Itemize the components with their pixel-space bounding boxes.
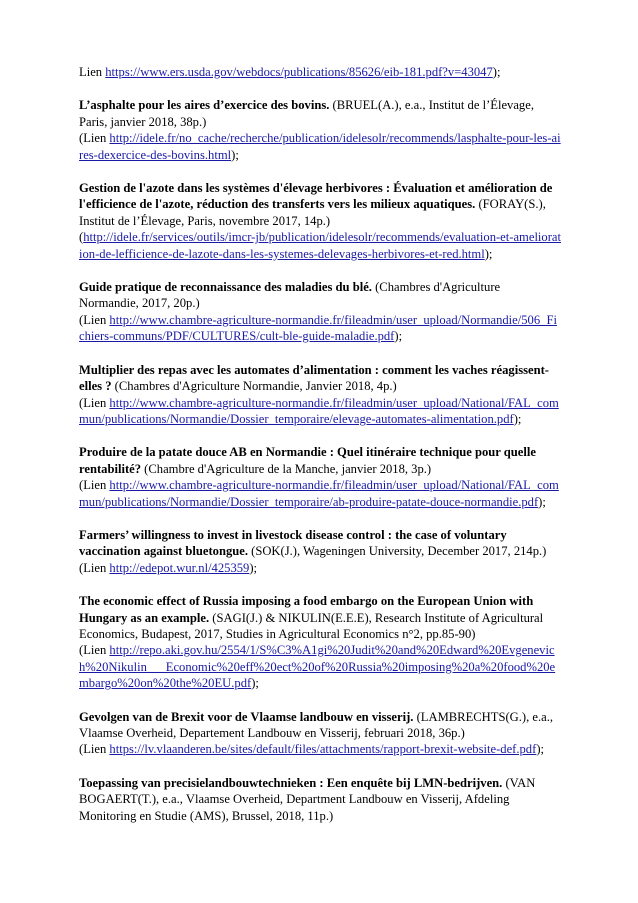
link-suffix: ); bbox=[513, 411, 522, 426]
reference-meta: (FORAY(S.), Institut de l’Élevage, Paris, novembre 2017, 14p.) bbox=[79, 197, 546, 228]
reference-title: Gevolgen van de Brexit voor de Vlaamse landbouw en visserij. bbox=[79, 709, 414, 724]
reference-meta: (Chambres d'Agriculture Normandie, Janvier 2018, 4p.) bbox=[111, 379, 397, 394]
link-prefix: (Lien bbox=[79, 312, 110, 327]
reference-link[interactable]: http://idele.fr/no_cache/recherche/publication/idelesolr/recommends/lasphalte-pour-les-aires-dexercice-des-bovins.html bbox=[79, 131, 561, 162]
reference-link[interactable]: http://www.chambre-agriculture-normandie.fr/fileadmin/user_upload/Normandie/506_Fichiers-communs/PDF/CULTURES/cult-ble-guide-maladie.pdf bbox=[79, 312, 557, 344]
reference-link[interactable]: http://edepot.wur.nl/425359 bbox=[109, 560, 250, 575]
link-suffix: ); bbox=[394, 329, 403, 344]
reference-meta: (LAMBRECHTS(G.), e.a., Vlaamse Overheid, Departement Landbouw en Visserij, februari 2018, 36p.) bbox=[79, 709, 554, 740]
link-prefix: ( bbox=[79, 230, 84, 245]
reference-title: Guide pratique de reconnaissance des maladies du blé. bbox=[79, 280, 372, 295]
link-prefix: (Lien bbox=[79, 478, 110, 493]
reference-title: L’asphalte pour les aires d’exercice des bovins. bbox=[79, 98, 330, 113]
reference-link[interactable]: http://www.chambre-agriculture-normandie.fr/fileadmin/user_upload/National/FAL_commun/publications/Normandie/Dossier_temporaire/elevage-automates-alimentation.pdf bbox=[79, 395, 559, 426]
link-suffix: ); bbox=[484, 246, 493, 261]
link-suffix: ); bbox=[536, 742, 545, 757]
reference-meta: (BRUEL(A.), e.a., Institut de l’Élevage, Paris, janvier 2018, 38p.) bbox=[79, 98, 534, 129]
reference-meta: (VAN BOGAERT(T.), e.a., Vlaamse Overheid, Department Landbouw en Visserij, Afdeling Monitoring en Studie (AMS), Brussel, 2018, 11p.) bbox=[79, 775, 536, 823]
reference-entry-6 bbox=[79, 444, 561, 510]
document-page bbox=[79, 64, 561, 841]
link-suffix: ); bbox=[492, 65, 501, 79]
reference-entry-10 bbox=[79, 775, 561, 824]
link-suffix: ); bbox=[249, 560, 258, 575]
reference-entry-8 bbox=[79, 593, 561, 691]
reference-entry-9 bbox=[79, 709, 561, 758]
reference-entry-3 bbox=[79, 180, 561, 262]
reference-title: Multiplier des repas avec les automates d’alimentation : comment les vaches réagissent-elles ? bbox=[79, 362, 549, 394]
reference-entry-1 bbox=[79, 64, 561, 80]
reference-meta: (SAGI(J.) & NIKULIN(E.E.E), Research Institute of Agricultural Economics, Budapest, 2017, Studies in Agricultural Economics n°2, pp.85-90) bbox=[79, 610, 544, 641]
reference-title: Gestion de l'azote dans les systèmes d'élevage herbivores : Évaluation et amélioration de l'efficience de l'azote, réduction des transferts vers les milieux aquatiques. bbox=[79, 181, 553, 212]
reference-entry-5 bbox=[79, 362, 561, 428]
link-prefix: (Lien bbox=[79, 560, 110, 575]
link-prefix: (Lien bbox=[79, 131, 110, 146]
reference-meta: (SOK(J.), Wageningen University, December 2017, 214p.) bbox=[247, 544, 547, 559]
reference-title: Farmers’ willingness to invest in livestock disease control : the case of voluntary vaccination against bluetongue. bbox=[79, 527, 507, 559]
link-prefix: (Lien bbox=[79, 742, 110, 757]
reference-meta: (Chambres d'Agriculture Normandie, 2017, 20p.) bbox=[79, 280, 501, 311]
reference-meta: (Chambre d'Agriculture de la Manche, janvier 2018, 3p.) bbox=[141, 461, 432, 476]
link-suffix: ); bbox=[251, 676, 259, 691]
reference-link[interactable]: http://www.chambre-agriculture-normandie.fr/fileadmin/user_upload/National/FAL_commun/publications/Normandie/Dossier_temporaire/ab-produire-patate-douce-normandie.pdf bbox=[79, 478, 559, 509]
reference-title: The economic effect of Russia imposing a food embargo on the European Union with Hungary as an example. bbox=[79, 594, 534, 625]
reference-title: Produire de la patate douce AB en Normandie : Quel itinéraire technique pour quelle rentabilité? bbox=[79, 445, 536, 476]
reference-entry-4 bbox=[79, 279, 561, 345]
reference-link[interactable]: https://lv.vlaanderen.be/sites/default/files/attachments/rapport-brexit-website-def.pdf bbox=[109, 742, 537, 757]
reference-entry-7 bbox=[79, 527, 561, 576]
link-prefix: Lien bbox=[79, 65, 106, 79]
link-prefix: (Lien bbox=[79, 395, 110, 410]
reference-link[interactable]: http://idele.fr/services/outils/imcr-jb/publication/idelesolr/recommends/evaluation-et-amelioration-de-lefficience-de-lazote-dans-les-systemes-delevages-herbivores-et-red.html bbox=[79, 230, 562, 261]
reference-link[interactable]: https://www.ers.usda.gov/webdocs/publications/85626/eib-181.pdf?v=43047 bbox=[105, 65, 493, 79]
reference-link[interactable]: http://repo.aki.gov.hu/2554/1/S%C3%A1gi%20Judit%20and%20Edward%20Evgenevich%20Nikulin___Economic%20eff%20ect%20of%20Russia%20imposing%20a%20food%20embargo%20on%20the%20EU.pdf bbox=[79, 643, 556, 691]
link-suffix: ); bbox=[231, 147, 239, 162]
reference-entry-2 bbox=[79, 97, 561, 163]
link-prefix: (Lien bbox=[79, 643, 110, 658]
reference-title: Toepassing van precisielandbouwtechnieken : Een enquête bij LMN-bedrijven. bbox=[79, 775, 503, 790]
link-suffix: ); bbox=[538, 494, 546, 509]
